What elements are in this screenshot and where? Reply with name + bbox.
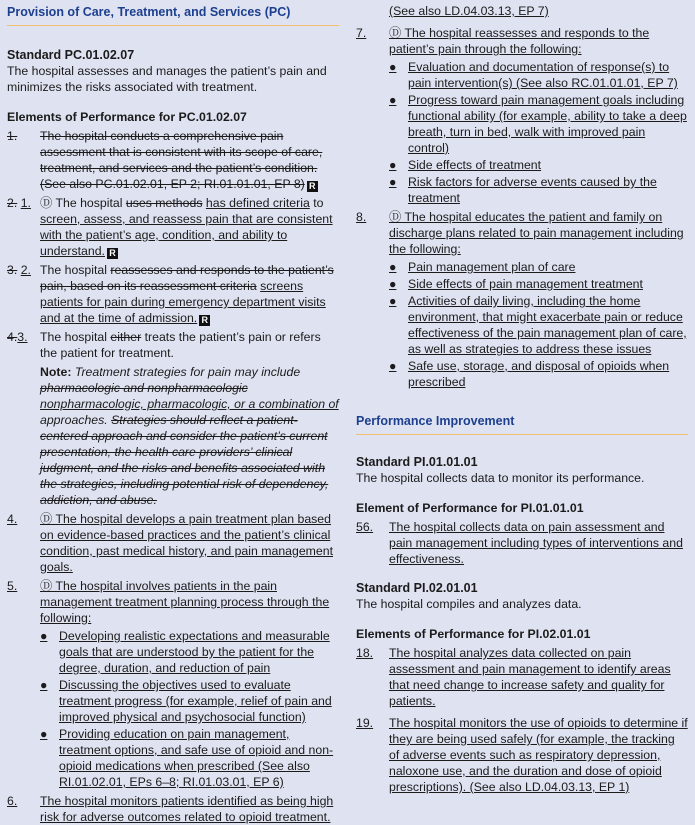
standard-text: The hospital collects data to monitor its performance. bbox=[356, 471, 645, 485]
r-badge-icon: R bbox=[107, 248, 118, 259]
ep-number: 3. 2. bbox=[7, 263, 31, 277]
ep-text: The hospital monitors patients identified as being high risk for adverse outcomes related to opioid treatment. bbox=[40, 794, 334, 824]
ep-number: 4.3. bbox=[7, 330, 28, 344]
right-column bbox=[356, 0, 688, 795]
pi-ep-item-56 bbox=[356, 519, 688, 567]
bullet-icon: ● bbox=[389, 260, 397, 274]
eop-heading: Elements of Performance for PI.02.01.01 bbox=[356, 627, 591, 641]
ep-number: 56. bbox=[356, 520, 374, 534]
bullet-icon: ● bbox=[40, 629, 48, 643]
list-item: ● Providing education on pain management, treatment options, and safe use of opioid and non-opioid medications when prescribed (See also RI.01.02.01, EPs 6–8; RI.01.03.01, EP 6) bbox=[40, 727, 334, 789]
bullet-icon: ● bbox=[389, 175, 397, 189]
list-item: ● Risk factors for adverse events caused by the treatment bbox=[389, 175, 657, 205]
eop-heading: Element of Performance for PI.01.01.01 bbox=[356, 501, 584, 515]
ep-text: The hospital analyzes data collected on pain assessment and pain management to identify areas that need change to increase safety and quality for patients. bbox=[389, 646, 671, 708]
ep-7-bullet-list bbox=[389, 59, 688, 206]
ep-text: Ⓓ The hospital educates the patient and family on discharge plans related to pain management including the following: bbox=[389, 210, 684, 256]
bullet-icon: ● bbox=[389, 277, 397, 291]
ep-text: Ⓓ The hospital develops a pain treatment plan based on evidence-based practices and the patient’s clinical condition, past medical history, and pain management goals. bbox=[40, 512, 334, 574]
eop-heading: Elements of Performance for PC.01.02.07 bbox=[7, 110, 247, 124]
list-item: ● Pain management plan of care bbox=[389, 260, 576, 274]
bullet-icon: ● bbox=[389, 359, 397, 373]
ep-text: The hospital reassesses and responds to the patient’s pain, based on its reassessment criteria screens patients for pain during emergency department visits and at the time of admission. R bbox=[40, 263, 334, 325]
list-item: ● Activities of daily living, including the home environment, that might exacerbate pain or reduce effectiveness of the pain management plan of care, as well as strategies to address these issues bbox=[389, 294, 687, 356]
r-badge-icon: R bbox=[199, 315, 210, 326]
ep-number: 5. bbox=[7, 579, 18, 593]
ep-8-bullet-list bbox=[389, 259, 688, 390]
list-item: ● Discussing the objectives used to evaluate treatment progress (for example, relief of pain and improved physical and psychosocial function) bbox=[40, 678, 332, 724]
ep-item-3 bbox=[7, 262, 339, 326]
ep-number: 19. bbox=[356, 716, 374, 730]
list-item: ● Side effects of treatment bbox=[389, 158, 542, 172]
ep-text: The hospital monitors the use of opioids to determine if they are being used safely (for example, the tracking of adverse events such as respiratory depression, naloxone use, and the duration and dose of opioid prescriptions). (See also LD.04.03.13, EP 1) bbox=[389, 716, 688, 794]
ep-item-7 bbox=[7, 793, 339, 825]
ep-text: Ⓓ The hospital uses methods has defined criteria to screen, assess, and reassess pain that are consistent with the patient’s age, condition, and ability to understand. R bbox=[40, 196, 333, 258]
section-heading-pi: Performance Improvement bbox=[356, 414, 688, 435]
bullet-icon: ● bbox=[389, 93, 397, 107]
ep-number: 4. bbox=[7, 512, 18, 526]
ep-text: Ⓓ The hospital reassesses and responds to the patient’s pain through the following: bbox=[389, 26, 650, 56]
ep-item-1 bbox=[7, 128, 339, 192]
ep-number: 2. 1. bbox=[7, 196, 31, 210]
ep-item-6 bbox=[7, 578, 339, 626]
standard-text: The hospital assesses and manages the patient’s pain and minimizes the risks associated with treatment. bbox=[7, 64, 327, 94]
bullet-icon: ● bbox=[389, 60, 397, 74]
ep-number: 1. bbox=[7, 129, 18, 143]
standard-title: Standard PI.01.01.01 bbox=[356, 455, 478, 469]
list-item: ● Progress toward pain management goals including functional ability (for example, ability to take a deep breath, turn in bed, walk with improved pain control) bbox=[389, 93, 687, 155]
bullet-icon: ● bbox=[389, 158, 397, 172]
continued-text: (See also LD.04.03.13, EP 7) bbox=[389, 4, 549, 18]
ep-text: The hospital collects data on pain assessment and pain management including types of interventions and effectiveness. bbox=[389, 520, 683, 566]
note-block: Note: Treatment strategies for pain may include pharmacologic and nonpharmacologic nonpharmacologic, pharmacologic, or a combination of approaches. Strategies should reflect a patient-centered approach and consider the patient’s current presentation, the health care providers’ clinical judgment, and the risks and benefits associated with the strategies, including potential risk of dependency, addiction, and abuse. bbox=[40, 365, 339, 507]
ep-item-5 bbox=[7, 511, 339, 575]
ep-number: 7. bbox=[356, 26, 367, 40]
ep-number: 6. bbox=[7, 794, 18, 808]
ep-text: The hospital either treats the patient’s pain or refers the patient for treatment. bbox=[40, 330, 321, 360]
ep-item-7-right bbox=[356, 25, 688, 57]
ep-item-4 bbox=[7, 329, 339, 361]
pi-ep-item-19 bbox=[356, 715, 688, 795]
ep-item-8-right bbox=[356, 209, 688, 257]
section-heading-pc: Provision of Care, Treatment, and Services (PC) bbox=[7, 5, 339, 26]
list-item: ● Evaluation and documentation of response(s) to pain intervention(s) (See also RC.01.01.01, EP 7) bbox=[389, 60, 678, 90]
list-item: ● Developing realistic expectations and measurable goals that are understood by the patient for the degree, duration, and reduction of pain bbox=[40, 629, 330, 675]
standard-text: The hospital compiles and analyzes data. bbox=[356, 597, 582, 611]
list-item: ● Side effects of pain management treatment bbox=[389, 277, 643, 291]
left-column bbox=[7, 0, 339, 825]
ep-number: 18. bbox=[356, 646, 374, 660]
standard-title: Standard PC.01.02.07 bbox=[7, 48, 135, 62]
standard-title: Standard PI.02.01.01 bbox=[356, 581, 478, 595]
ep-text: The hospital conducts a comprehensive pain assessment that is consistent with its scope of care, treatment, and services and the patient’s condition. (See also PC.01.02.01, EP 2; RI.01.01.01, EP 8) R bbox=[40, 129, 323, 191]
bullet-icon: ● bbox=[40, 678, 48, 692]
ep-6-bullet-list bbox=[40, 628, 339, 790]
pi-ep-item-18 bbox=[356, 645, 688, 709]
list-item: ● Safe use, storage, and disposal of opioids when prescribed bbox=[389, 359, 670, 389]
r-badge-icon: R bbox=[307, 181, 318, 192]
ep-text: Ⓓ The hospital involves patients in the pain management treatment planning process through the following: bbox=[40, 579, 330, 625]
ep-number: 8. bbox=[356, 210, 367, 224]
bullet-icon: ● bbox=[389, 294, 397, 308]
ep-item-2 bbox=[7, 195, 339, 259]
bullet-icon: ● bbox=[40, 727, 48, 741]
